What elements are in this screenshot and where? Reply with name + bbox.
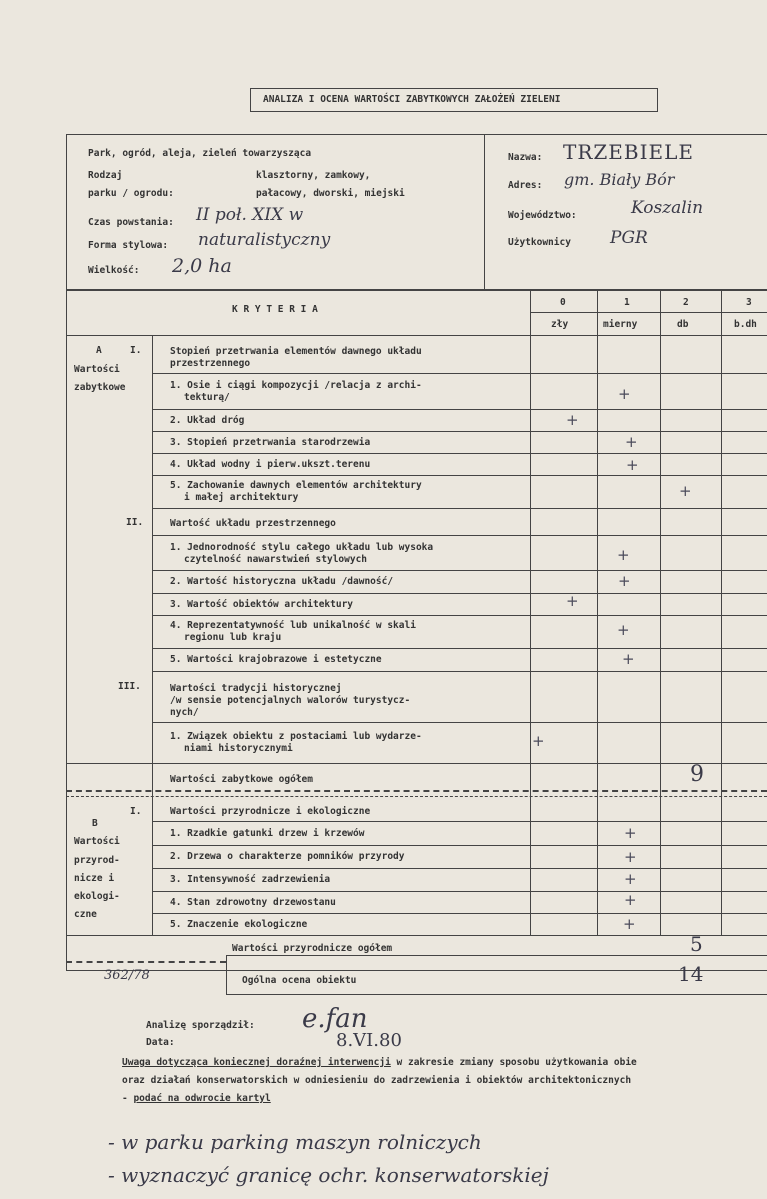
date-value: 8.VI.80 xyxy=(336,1030,402,1051)
note-line2: oraz działań konserwatorskich w odniesieniu do zadrzewienia i obiektów architektonicznych xyxy=(122,1075,632,1086)
row-line xyxy=(66,763,767,764)
row-line xyxy=(152,722,767,723)
parku-label: parku / ogrodu: xyxy=(88,188,174,199)
row-a5: 5. Zachowanie dawnych elementów architektury xyxy=(170,480,422,491)
mark-b3: + xyxy=(624,870,637,888)
col3-label: b.dh xyxy=(734,319,757,330)
row-b5: 5. Znaczenie ekologiczne xyxy=(170,919,308,930)
forma-value: naturalistyczny xyxy=(198,230,331,250)
row-line xyxy=(152,373,767,374)
row-a11-l2: niami historycznymi xyxy=(184,743,293,754)
row-b2: 2. Drzewa o charakterze pomników przyrody xyxy=(170,851,405,862)
date-label: Data: xyxy=(146,1037,175,1048)
header-divider xyxy=(484,134,485,289)
row-line xyxy=(152,868,767,869)
group-iii-title2: /w sensie potencjalnych walorów turystycz- xyxy=(170,695,411,706)
row-line xyxy=(152,891,767,892)
section-b-i: I. xyxy=(130,806,142,817)
nazwa-label: Nazwa: xyxy=(508,152,543,163)
row-b4: 4. Stan zdrowotny drzewostanu xyxy=(170,897,336,908)
czas-value: II poł. XIX w xyxy=(196,205,304,225)
mark-a11: + xyxy=(532,732,545,750)
adres-value: gm. Biały Bór xyxy=(564,170,675,189)
row-a11: 1. Związek obiektu z postaciami lub wydarze- xyxy=(170,731,422,742)
section-b-n: nicze i xyxy=(74,873,115,884)
doc-number: 362/78 xyxy=(104,968,150,983)
dashed-line xyxy=(66,961,226,963)
row-a6-l2: czytelność nawarstwień stylowych xyxy=(184,554,368,565)
total-a-value: 9 xyxy=(690,762,704,787)
row-b3: 3. Intensywność zadrzewienia xyxy=(170,874,331,885)
col1-label: mierny xyxy=(603,319,638,330)
row-line xyxy=(152,913,767,914)
row-b1: 1. Rzadkie gatunki drzew i krzewów xyxy=(170,828,365,839)
mark-a2: + xyxy=(566,411,579,429)
row-a2: 2. Układ dróg xyxy=(170,415,245,426)
rodzaj-line2: pałacowy, dworski, miejski xyxy=(256,188,405,199)
mark-b4: + xyxy=(624,891,637,909)
row-line xyxy=(152,453,767,454)
forma-label: Forma stylowa: xyxy=(88,240,169,251)
row-line xyxy=(152,845,767,846)
group-i-title2: przestrzennego xyxy=(170,358,251,369)
mark-b2: + xyxy=(624,848,637,866)
wielkosc-value: 2,0 ha xyxy=(172,255,232,277)
col3-num: 3 xyxy=(746,297,752,308)
row-line xyxy=(152,570,767,571)
section-a-i: I. xyxy=(130,345,142,356)
mark-a10: + xyxy=(622,650,635,668)
mark-a9: + xyxy=(617,621,630,639)
row-line xyxy=(152,615,767,616)
col2-num: 2 xyxy=(683,297,689,308)
row-line xyxy=(152,508,767,509)
czas-label: Czas powstania: xyxy=(88,217,174,228)
row-a8: 3. Wartość obiektów architektury xyxy=(170,599,354,610)
col1-left xyxy=(597,289,598,935)
row-a1: 1. Osie i ciągi kompozycji /relacja z archi- xyxy=(170,380,422,391)
row-a6: 1. Jednorodność stylu całego układu lub wysoka xyxy=(170,542,434,553)
row-line xyxy=(152,648,767,649)
row-line xyxy=(152,475,767,476)
note-dash: - xyxy=(122,1093,134,1104)
row-line xyxy=(152,671,767,672)
form-title: ANALIZA I OCENA WARTOŚCI ZABYTKOWYCH ZAŁOŻEŃ ZIELENI xyxy=(263,94,561,105)
mark-a7: + xyxy=(618,572,631,590)
woj-label: Województwo: xyxy=(508,210,577,221)
mark-b5: + xyxy=(623,915,636,933)
handwritten-note-2: - wyznaczyć granicę ochr. konserwatorskiej xyxy=(108,1163,549,1187)
row-line xyxy=(152,431,767,432)
mark-a4: + xyxy=(626,456,639,474)
row-a9: 4. Reprezentatywność lub unikalność w skali xyxy=(170,620,416,631)
row-a9-l2: regionu lub kraju xyxy=(184,632,282,643)
wielkosc-label: Wielkość: xyxy=(88,265,140,276)
section-a-letter: A xyxy=(96,345,102,356)
mark-a8: + xyxy=(566,592,579,610)
mark-a3: + xyxy=(625,433,638,451)
adres-label: Adres: xyxy=(508,180,543,191)
note-line1 xyxy=(122,1057,637,1068)
section-b-w: Wartości xyxy=(74,836,120,847)
section-a-iii: III. xyxy=(118,681,141,692)
col1-num: 1 xyxy=(624,297,630,308)
col0-label: zły xyxy=(551,319,569,330)
overall-value: 14 xyxy=(678,962,704,986)
group-b-title: Wartości przyrodnicze i ekologiczne xyxy=(170,806,371,817)
row-a4: 4. Układ wodny i pierw.ukszt.terenu xyxy=(170,459,371,470)
rodzaj-line1: klasztorny, zamkowy, xyxy=(256,170,371,181)
author-label: Analizę sporządził: xyxy=(146,1020,255,1031)
col3-left xyxy=(721,289,722,935)
section-a-ii: II. xyxy=(126,517,144,528)
handwritten-note-1: - w parku parking maszyn rolniczych xyxy=(108,1130,482,1154)
uzyt-value: PGR xyxy=(610,228,648,248)
section-b-p: przyrod- xyxy=(74,855,120,866)
col0-left xyxy=(530,289,531,935)
section-b-e: ekologi- xyxy=(74,891,120,902)
row-a3: 3. Stopień przetrwania starodrzewia xyxy=(170,437,371,448)
section-separator xyxy=(66,790,767,792)
note-line3 xyxy=(122,1093,271,1104)
uzyt-label: Użytkownicy xyxy=(508,237,571,248)
row-a5-l2: i małej architektury xyxy=(184,492,299,503)
row-line xyxy=(152,821,767,822)
header-bottom-line xyxy=(66,335,767,336)
section-a-w: Wartości xyxy=(74,364,120,375)
total-a-label: Wartości zabytkowe ogółem xyxy=(170,774,313,785)
col2-label: db xyxy=(677,319,689,330)
row-line xyxy=(66,935,767,936)
group-i-title: Stopień przetrwania elementów dawnego układu xyxy=(170,346,422,357)
total-b-label: Wartości przyrodnicze ogółem xyxy=(232,943,393,954)
author-signature: e.fan xyxy=(302,1004,368,1034)
col2-left xyxy=(660,289,661,935)
section-separator-2 xyxy=(66,796,767,797)
section-b-letter: B xyxy=(92,818,98,829)
col0-num: 0 xyxy=(560,297,566,308)
row-line xyxy=(152,593,767,594)
note-rest: w zakresie zmiany sposobu użytkowania obie xyxy=(390,1057,637,1068)
note-bold: Uwaga dotycząca koniecznej doraźnej interwencji xyxy=(122,1057,391,1068)
overall-label: Ogólna ocena obiektu xyxy=(242,975,357,986)
criteria-label: K R Y T E R I A xyxy=(232,304,318,315)
mark-a6: + xyxy=(617,546,630,564)
row-a10: 5. Wartości krajobrazowe i estetyczne xyxy=(170,654,382,665)
type-line: Park, ogród, aleja, zieleń towarzysząca xyxy=(88,148,312,159)
total-b-value: 5 xyxy=(690,932,703,956)
col-header-split xyxy=(530,312,767,313)
row-line xyxy=(152,409,767,410)
group-iii-title: Wartości tradycji historycznej xyxy=(170,683,342,694)
mark-a5: + xyxy=(679,482,692,500)
section-a-z: zabytkowe xyxy=(74,382,126,393)
nazwa-value: TRZEBIELE xyxy=(563,140,694,164)
group-iii-title3: nych/ xyxy=(170,707,199,718)
mark-b1: + xyxy=(624,824,637,842)
mark-a1: + xyxy=(618,385,631,403)
row-a1-l2: tekturą/ xyxy=(184,392,230,403)
row-a7: 2. Wartość historyczna układu /dawność/ xyxy=(170,576,394,587)
group-ii-title: Wartość układu przestrzennego xyxy=(170,518,336,529)
woj-value: Koszalin xyxy=(631,198,704,218)
section-b-c: czne xyxy=(74,909,97,920)
note-odwrocie: podać na odwrocie kartyl xyxy=(133,1093,271,1104)
rodzaj-label: Rodzaj xyxy=(88,170,123,181)
row-line xyxy=(152,535,767,536)
